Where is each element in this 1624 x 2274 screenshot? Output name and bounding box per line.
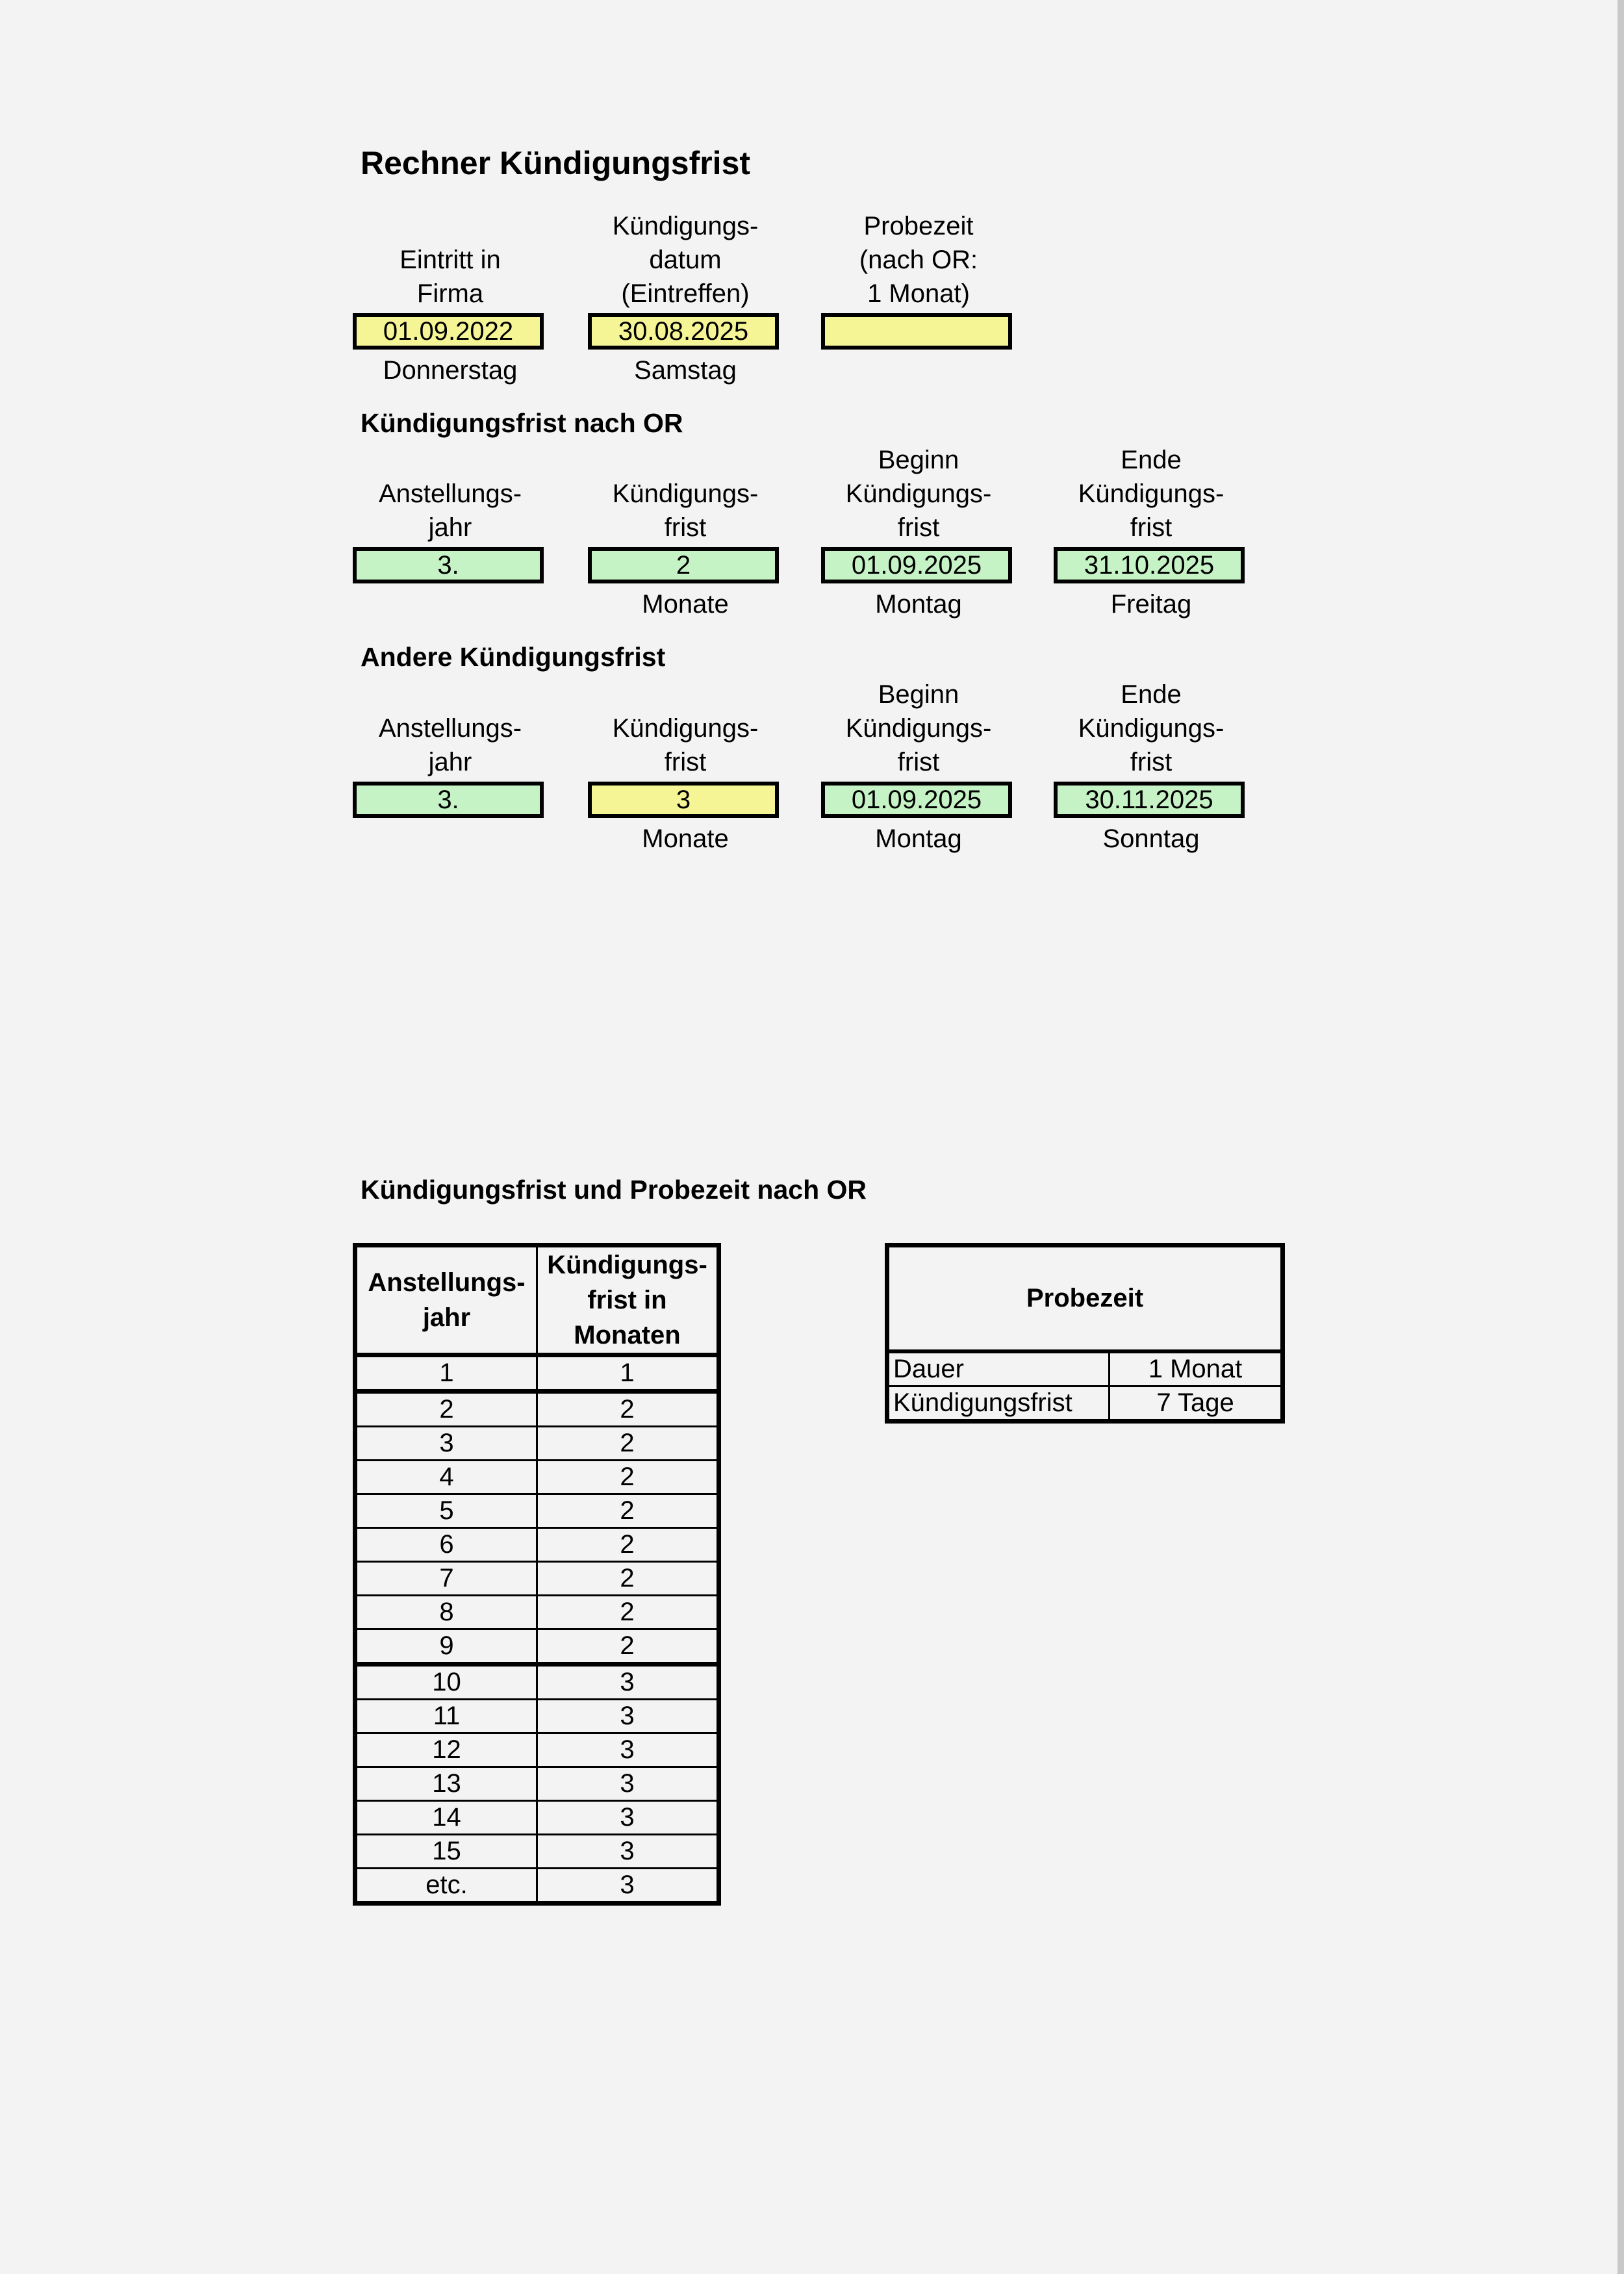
page-edge — [1618, 0, 1624, 2274]
andere-beginn-value: 01.09.2025 — [821, 782, 1012, 818]
or-section-heading: Kündigungsfrist nach OR — [361, 408, 683, 438]
andere-ende-value: 30.11.2025 — [1054, 782, 1245, 818]
or-ende-value: 31.10.2025 — [1054, 547, 1245, 583]
table-row — [355, 1835, 719, 1869]
or-notice-table — [353, 1243, 721, 1906]
table-row — [355, 1494, 719, 1528]
or-table-header-frist: Kündigungs- frist in Monaten — [537, 1246, 719, 1355]
table-cell: 13 — [355, 1767, 537, 1801]
table-cell: 5 — [355, 1494, 537, 1528]
table-row — [355, 1392, 719, 1427]
andere-ende-weekday: Sonntag — [1102, 824, 1200, 853]
eintritt-input[interactable]: 01.09.2022 — [353, 313, 544, 350]
probezeit-input[interactable] — [821, 313, 1012, 350]
table-cell: 2 — [537, 1629, 719, 1665]
kuendigungsdatum-label: Kündigungs- datum (Eintreffen) — [612, 212, 759, 308]
eintritt-weekday: Donnerstag — [383, 356, 518, 385]
table-row — [355, 1562, 719, 1596]
table-row — [355, 1700, 719, 1733]
or-jahr-label: Anstellungs- jahr — [378, 479, 522, 542]
andere-jahr-value: 3. — [353, 782, 544, 818]
table-row — [887, 1351, 1283, 1386]
or-ende-weekday: Freitag — [1110, 590, 1192, 619]
andere-frist-unit: Monate — [642, 824, 729, 853]
table-cell: Kündigungsfrist — [887, 1386, 1110, 1422]
or-ende-label: Ende Kündigungs- frist — [1078, 446, 1224, 542]
page-title: Rechner Kündigungsfrist — [361, 145, 751, 181]
table-cell: 14 — [355, 1801, 537, 1835]
or-jahr-value: 3. — [353, 547, 544, 583]
table-cell: 1 — [537, 1355, 719, 1392]
table-row — [887, 1386, 1283, 1422]
table-row — [355, 1801, 719, 1835]
table-cell: 3 — [537, 1801, 719, 1835]
table-cell: 2 — [537, 1562, 719, 1596]
andere-ende-label: Ende Kündigungs- frist — [1078, 680, 1224, 776]
table-row — [355, 1528, 719, 1562]
table-row — [355, 1767, 719, 1801]
table-cell: 8 — [355, 1596, 537, 1629]
table-cell: 7 — [355, 1562, 537, 1596]
probezeit-table — [885, 1243, 1285, 1424]
or-table-header-row — [355, 1246, 719, 1355]
table-row — [355, 1427, 719, 1461]
table-row — [355, 1461, 719, 1494]
table-row — [355, 1629, 719, 1665]
andere-beginn-weekday: Montag — [875, 824, 962, 853]
table-cell: 2 — [537, 1596, 719, 1629]
table-cell: 6 — [355, 1528, 537, 1562]
table-cell: 3 — [537, 1835, 719, 1869]
table-cell: 11 — [355, 1700, 537, 1733]
andere-frist-label: Kündigungs- frist — [612, 714, 759, 776]
table-cell: 2 — [537, 1392, 719, 1427]
table-cell: 10 — [355, 1665, 537, 1700]
kuendigungsdatum-weekday: Samstag — [634, 356, 737, 385]
table-row — [355, 1665, 719, 1700]
table-cell: 1 — [355, 1355, 537, 1392]
table-cell: 3 — [355, 1427, 537, 1461]
andere-section-heading: Andere Kündigungsfrist — [361, 642, 666, 672]
or-beginn-weekday: Montag — [875, 590, 962, 619]
or-beginn-label: Beginn Kündigungs- frist — [845, 446, 992, 542]
or-frist-unit: Monate — [642, 590, 729, 619]
probezeit-table-header: Probezeit — [887, 1246, 1283, 1352]
table-cell: 2 — [355, 1392, 537, 1427]
table-cell: 2 — [537, 1528, 719, 1562]
or-table-header-jahr: Anstellungs- jahr — [355, 1246, 537, 1355]
or-frist-label: Kündigungs- frist — [612, 479, 759, 542]
andere-jahr-label: Anstellungs- jahr — [378, 714, 522, 776]
table-cell: 4 — [355, 1461, 537, 1494]
table-cell: 15 — [355, 1835, 537, 1869]
table-row — [355, 1869, 719, 1904]
andere-beginn-label: Beginn Kündigungs- frist — [845, 680, 992, 776]
probezeit-table-header-row — [887, 1246, 1283, 1352]
table-cell: 3 — [537, 1665, 719, 1700]
table-row — [355, 1596, 719, 1629]
table-row — [355, 1733, 719, 1767]
table-cell: 2 — [537, 1427, 719, 1461]
table-cell: 3 — [537, 1700, 719, 1733]
table-cell: 3 — [537, 1767, 719, 1801]
table-cell: 9 — [355, 1629, 537, 1665]
table-cell: 3 — [537, 1869, 719, 1904]
andere-frist-input[interactable]: 3 — [588, 782, 779, 818]
kuendigungsdatum-input[interactable]: 30.08.2025 — [588, 313, 779, 350]
or-frist-value: 2 — [588, 547, 779, 583]
table-cell: 7 Tage — [1110, 1386, 1283, 1422]
table-cell: 3 — [537, 1733, 719, 1767]
table-cell: 2 — [537, 1494, 719, 1528]
or-beginn-value: 01.09.2025 — [821, 547, 1012, 583]
eintritt-label: Eintritt in Firma — [400, 246, 501, 308]
table-section-heading: Kündigungsfrist und Probezeit nach OR — [361, 1175, 867, 1205]
table-cell: etc. — [355, 1869, 537, 1904]
table-cell: 1 Monat — [1110, 1351, 1283, 1386]
table-cell: Dauer — [887, 1351, 1110, 1386]
table-cell: 2 — [537, 1461, 719, 1494]
table-row — [355, 1355, 719, 1392]
probezeit-label: Probezeit (nach OR: 1 Monat) — [859, 212, 978, 308]
table-cell: 12 — [355, 1733, 537, 1767]
